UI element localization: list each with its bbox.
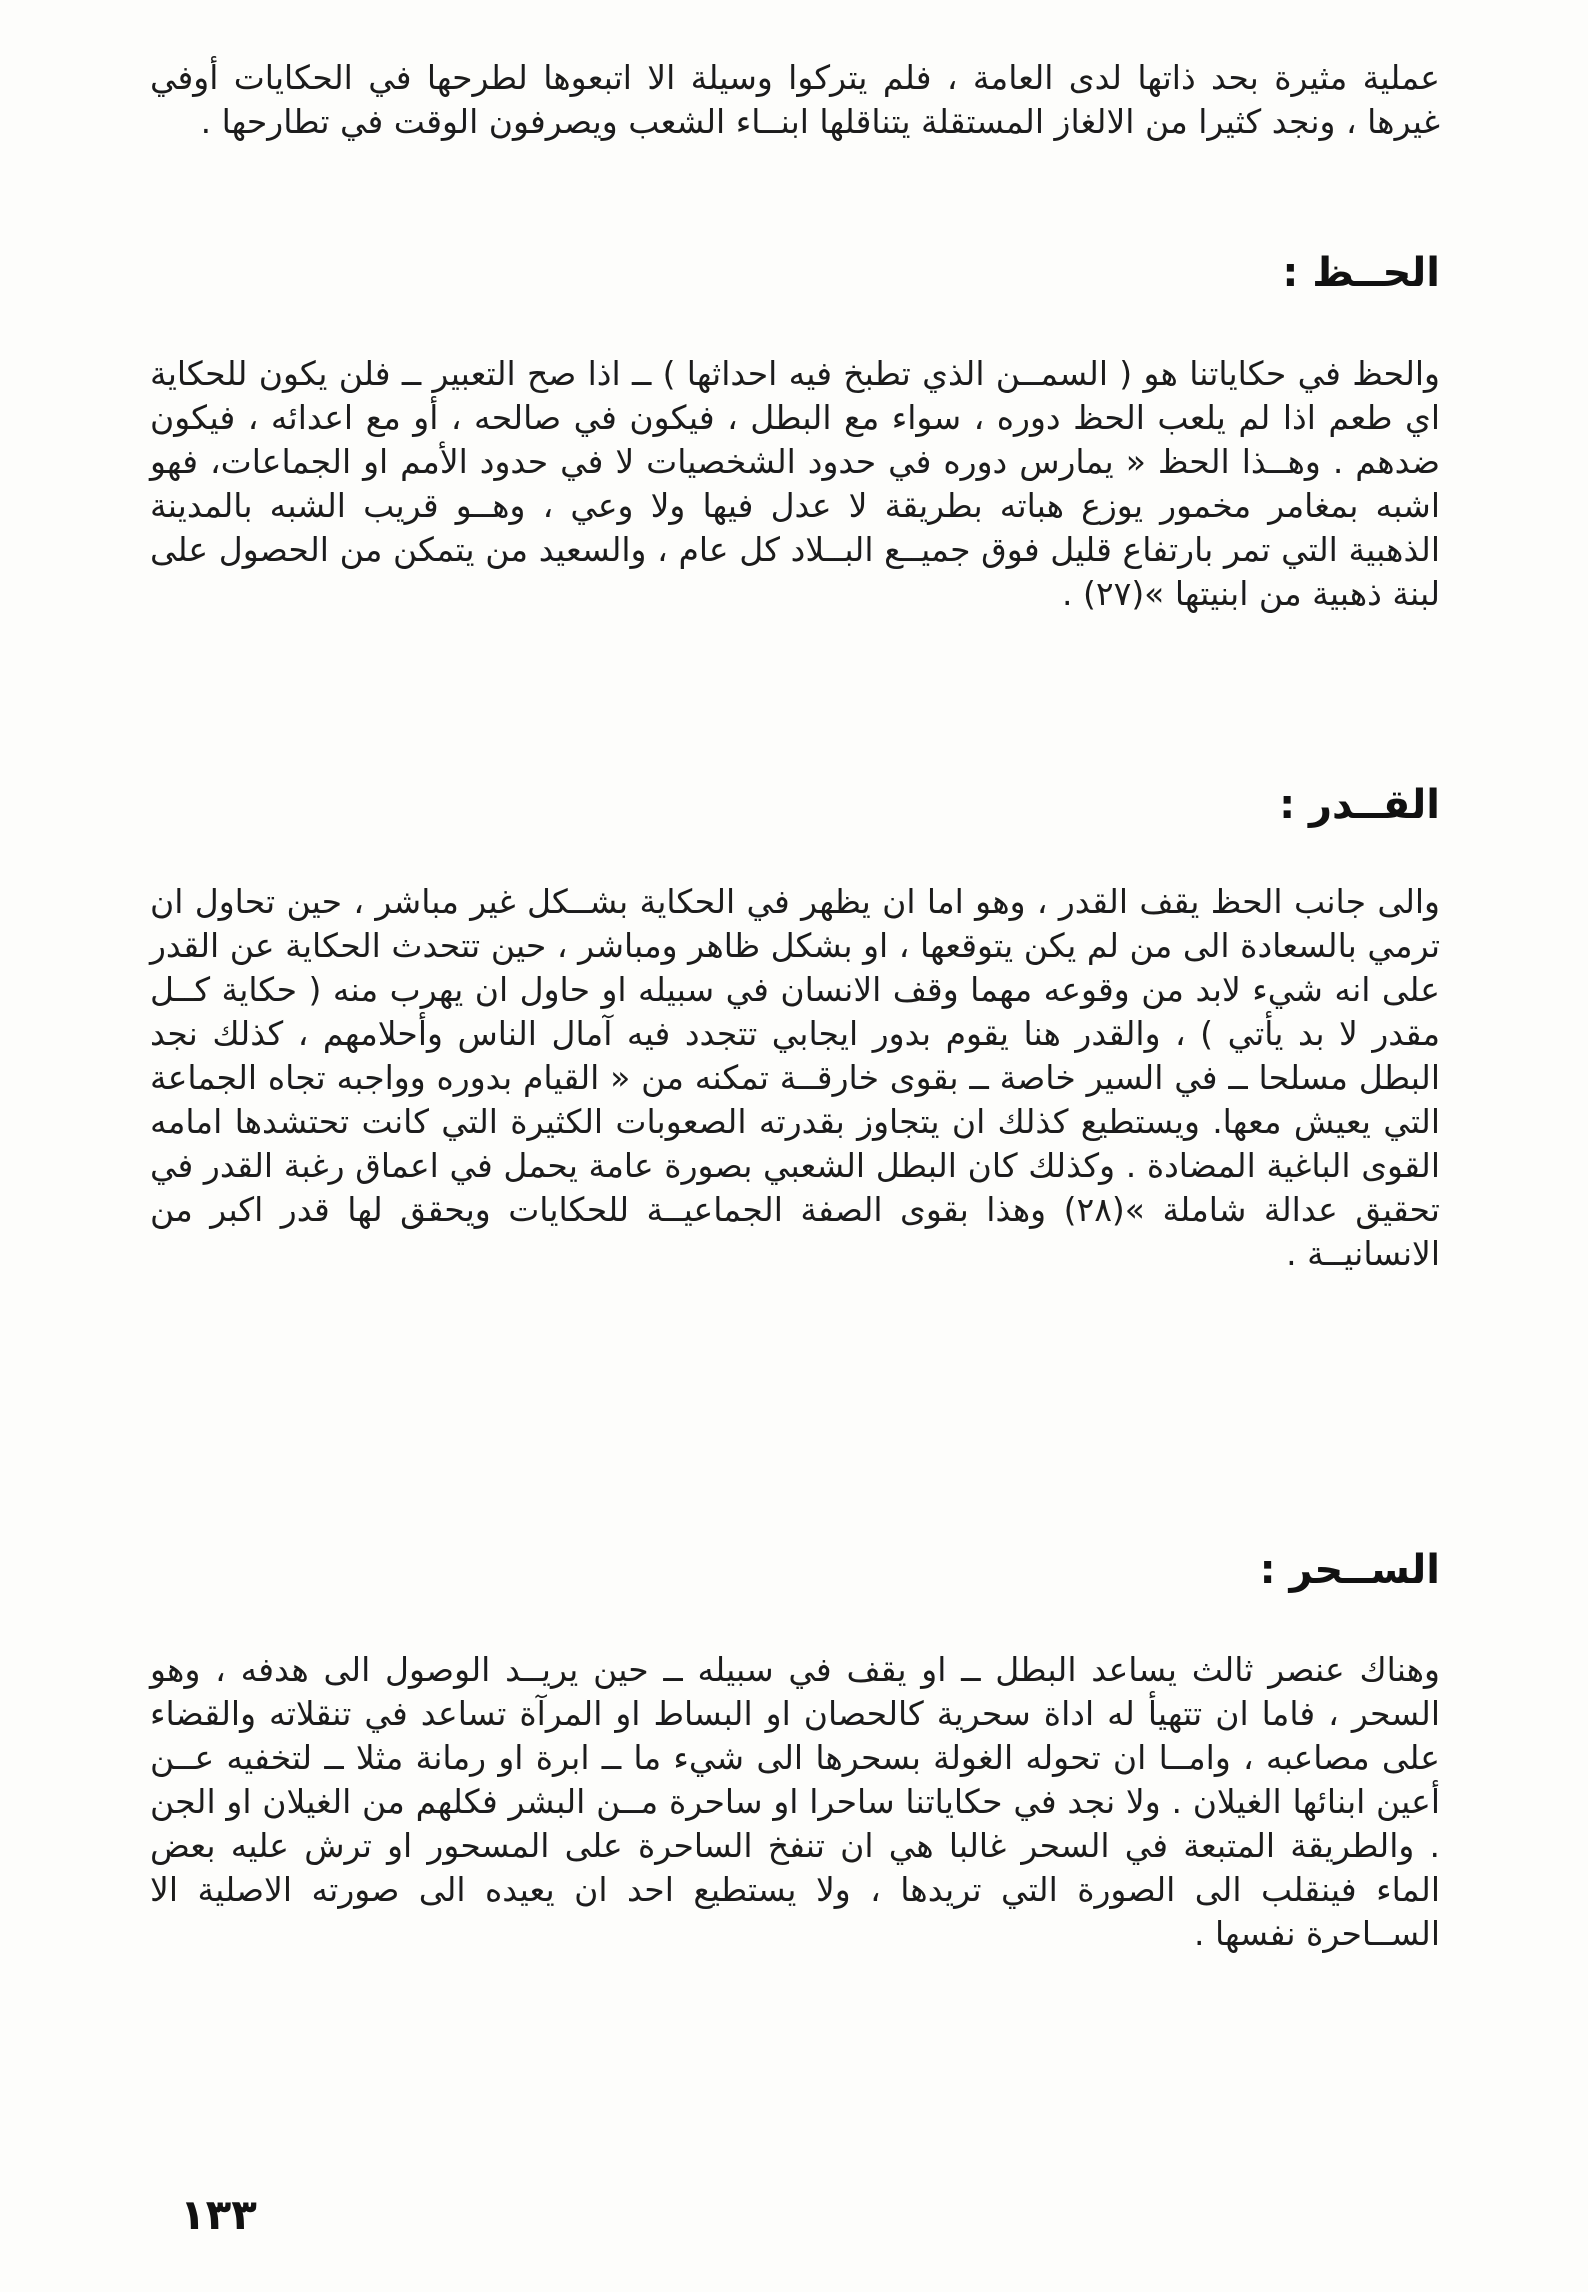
page-number: ١٣٣ (180, 2190, 257, 2239)
section-paragraph-magic: وهناك عنصر ثالث يساعد البطل ــ او يقف في سبيله ــ حين يريــد الوصول الى هدفه ، وهو السحر ، فاما ان تتهيأ له اداة سحرية كالحصان او البساط او المرآة تساعد في تنقلاته والقضاء على مصاعبه ، وامــا ان تحوله الغولة بسحرها الى شيء ما ــ ابرة او رمانة مثلا ــ لتخفيه عــن أعين ابنائها الغيلان . ولا نجد في حكاياتنا ساحرا او ساحرة مــن البشر فكلهم من الغيلان او الجن . والطريقة المتبعة في السحر غالبا هي ان تنفخ الساحرة على المسحور او ترش عليه بعض الماء فينقلب الى الصورة التي تريدها ، ولا يستطيع احد ان يعيده الى صورته الاصلية الا الســاحرة نفسها . (150, 1650, 1440, 1953)
section-heading-luck: الحــظ : (1282, 250, 1440, 296)
section-heading-fate: القــدر : (1279, 782, 1440, 828)
section-heading-magic: الســحر : (1259, 1547, 1440, 1593)
section-paragraph-fate: والى جانب الحظ يقف القدر ، وهو اما ان يظهر في الحكاية بشــكل غير مباشر ، حين تحاول ان ترمي بالسعادة الى من لم يكن يتوقعها ، او بشكل ظاهر ومباشر ، حين تتحدث الحكاية عن القدر على انه شيء لابد من وقوعه مهما وقف الانسان في سبيله او حاول ان يهرب منه ( حكاية كــل مقدر لا بد يأتي ) ، والقدر هنا يقوم بدور ايجابي تتجدد فيه آمال الناس وأحلامهم ، كذلك نجد البطل مسلحا ــ في السير خاصة ــ بقوى خارقــة تمكنه من « القيام بدوره وواجبه تجاه الجماعة التي يعيش معها. ويستطيع كذلك ان يتجاوز بقدرته الصعوبات الكثيرة التي كانت تحتشدها امامه القوى الباغية المضادة . وكذلك كان البطل الشعبي بصورة عامة يحمل في اعماق رغبة القدر في تحقيق عدالة شاملة »(٢٨) وهذا بقوى الصفة الجماعيــة للحكايات ويحقق لها قدر اكبر من الانسانيــة . (150, 882, 1440, 1273)
intro-paragraph: عملية مثيرة بحد ذاتها لدى العامة ، فلم يتركوا وسيلة الا اتبعوها لطرحها في الحكايات أوفي غيرها ، ونجد كثيرا من الالغاز المستقلة يتناقلها ابنــاء الشعب ويصرفون الوقت في تطارحها . (150, 58, 1440, 141)
section-paragraph-luck: والحظ في حكاياتنا هو ( السمــن الذي تطبخ فيه احداثها ) ــ اذا صح التعبير ــ فلن يكون للحكاية اي طعم اذا لم يلعب الحظ دوره ، سواء مع البطل ، فيكون في صالحه ، أو مع اعدائه ، فيكون ضدهم . وهــذا الحظ « يمارس دوره في حدود الشخصيات لا في حدود الأمم او الجماعات، فهو اشبه بمغامر مخمور يوزع هباته بطريقة لا عدل فيها ولا وعي ، وهــو قريب الشبه بالمدينة الذهبية التي تمر بارتفاع قليل فوق جميــع البــلاد كل عام ، والسعيد من يتمكن من الحصول على لبنة ذهبية من ابنيتها »(٢٧) . (150, 354, 1440, 613)
